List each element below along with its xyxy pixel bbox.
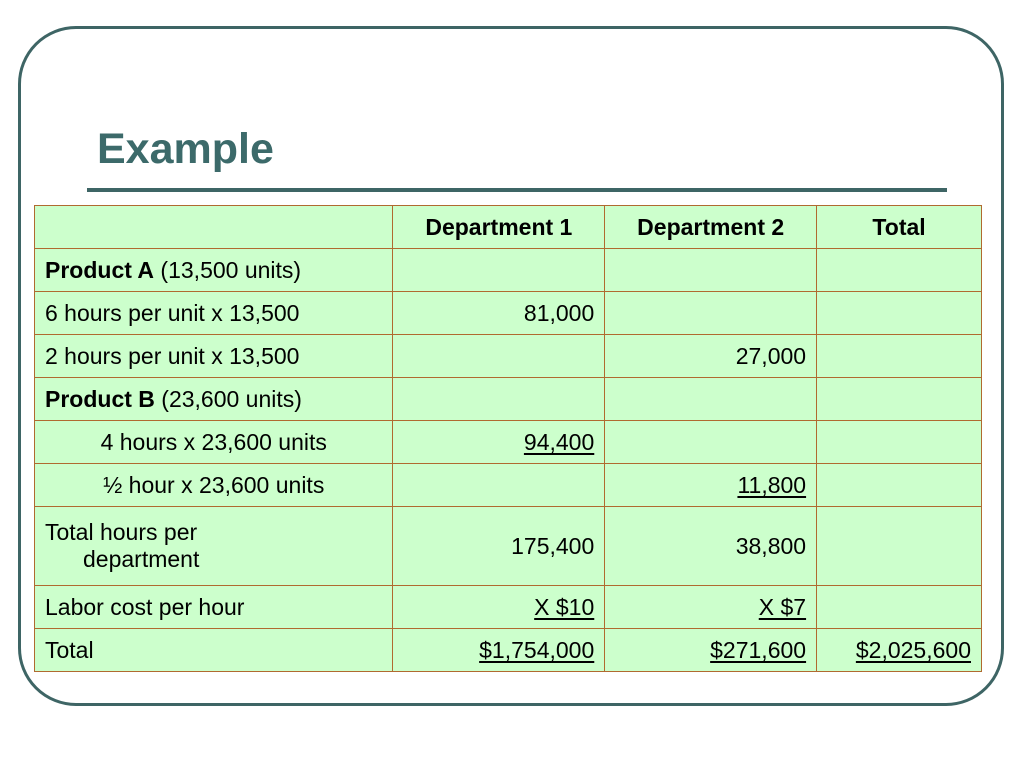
product-b-label [35, 378, 393, 421]
b-dept2-d2-value [605, 464, 817, 507]
product-a-name: Product A [45, 256, 155, 283]
table-header-row [35, 206, 982, 249]
labor-cost-d2-amount: X $7 [758, 593, 807, 620]
header-cell-department-2: Department 2 [605, 206, 817, 249]
empty-cell [605, 249, 817, 292]
total-hours-d1-value: 175,400 [393, 507, 605, 586]
product-a-units: (13,500 units) [154, 256, 302, 283]
empty-cell [817, 249, 982, 292]
total-total-amount: $2,025,600 [855, 636, 971, 663]
table-row-labor-cost [35, 586, 982, 629]
total-d2-value [605, 629, 817, 672]
product-b-name: Product B [45, 385, 155, 412]
cost-table [34, 205, 982, 672]
table-row-product-a [35, 249, 982, 292]
a-dept2-d2-value: 27,000 [605, 335, 817, 378]
slide-title: Example [97, 125, 274, 173]
table-row-total-hours [35, 507, 982, 586]
b-dept2-d2-amount: 11,800 [737, 471, 807, 498]
empty-cell [817, 464, 982, 507]
b-dept1-d1-amount: 94,400 [523, 428, 595, 455]
product-b-units: (23,600 units) [154, 385, 302, 412]
product-a-label [35, 249, 393, 292]
empty-cell [605, 421, 817, 464]
labor-cost-d1-value [393, 586, 605, 629]
title-divider [87, 188, 947, 192]
total-hours-label-line2: department [83, 546, 200, 572]
a-dept1-d1-value: 81,000 [393, 292, 605, 335]
table-row-a-dept1 [35, 292, 982, 335]
b-dept1-label: 4 hours x 23,600 units [35, 421, 393, 464]
table-row-a-dept2 [35, 335, 982, 378]
total-label: Total [35, 629, 393, 672]
labor-cost-d1-amount: X $10 [534, 593, 595, 620]
b-dept1-d1-value [393, 421, 605, 464]
empty-cell [393, 378, 605, 421]
total-total-value [817, 629, 982, 672]
empty-cell [393, 249, 605, 292]
header-cell-label [35, 206, 393, 249]
total-hours-label-line1: Total hours per [45, 519, 198, 545]
labor-cost-d2-value [605, 586, 817, 629]
table-row-b-dept2 [35, 464, 982, 507]
a-dept2-label: 2 hours per unit x 13,500 [35, 335, 393, 378]
empty-cell [817, 507, 982, 586]
total-d1-value [393, 629, 605, 672]
table-row-b-dept1 [35, 421, 982, 464]
a-dept1-label: 6 hours per unit x 13,500 [35, 292, 393, 335]
total-hours-label [35, 507, 393, 586]
empty-cell [817, 586, 982, 629]
total-hours-d2-value: 38,800 [605, 507, 817, 586]
b-dept2-label: ½ hour x 23,600 units [35, 464, 393, 507]
header-cell-department-1: Department 1 [393, 206, 605, 249]
empty-cell [817, 292, 982, 335]
labor-cost-label: Labor cost per hour [35, 586, 393, 629]
total-d2-amount: $271,600 [710, 636, 807, 663]
empty-cell [605, 292, 817, 335]
table-row-product-b [35, 378, 982, 421]
table-row-total [35, 629, 982, 672]
total-d1-amount: $1,754,000 [479, 636, 595, 663]
header-cell-total: Total [817, 206, 982, 249]
empty-cell [393, 335, 605, 378]
empty-cell [605, 378, 817, 421]
empty-cell [817, 378, 982, 421]
empty-cell [817, 421, 982, 464]
empty-cell [817, 335, 982, 378]
empty-cell [393, 464, 605, 507]
